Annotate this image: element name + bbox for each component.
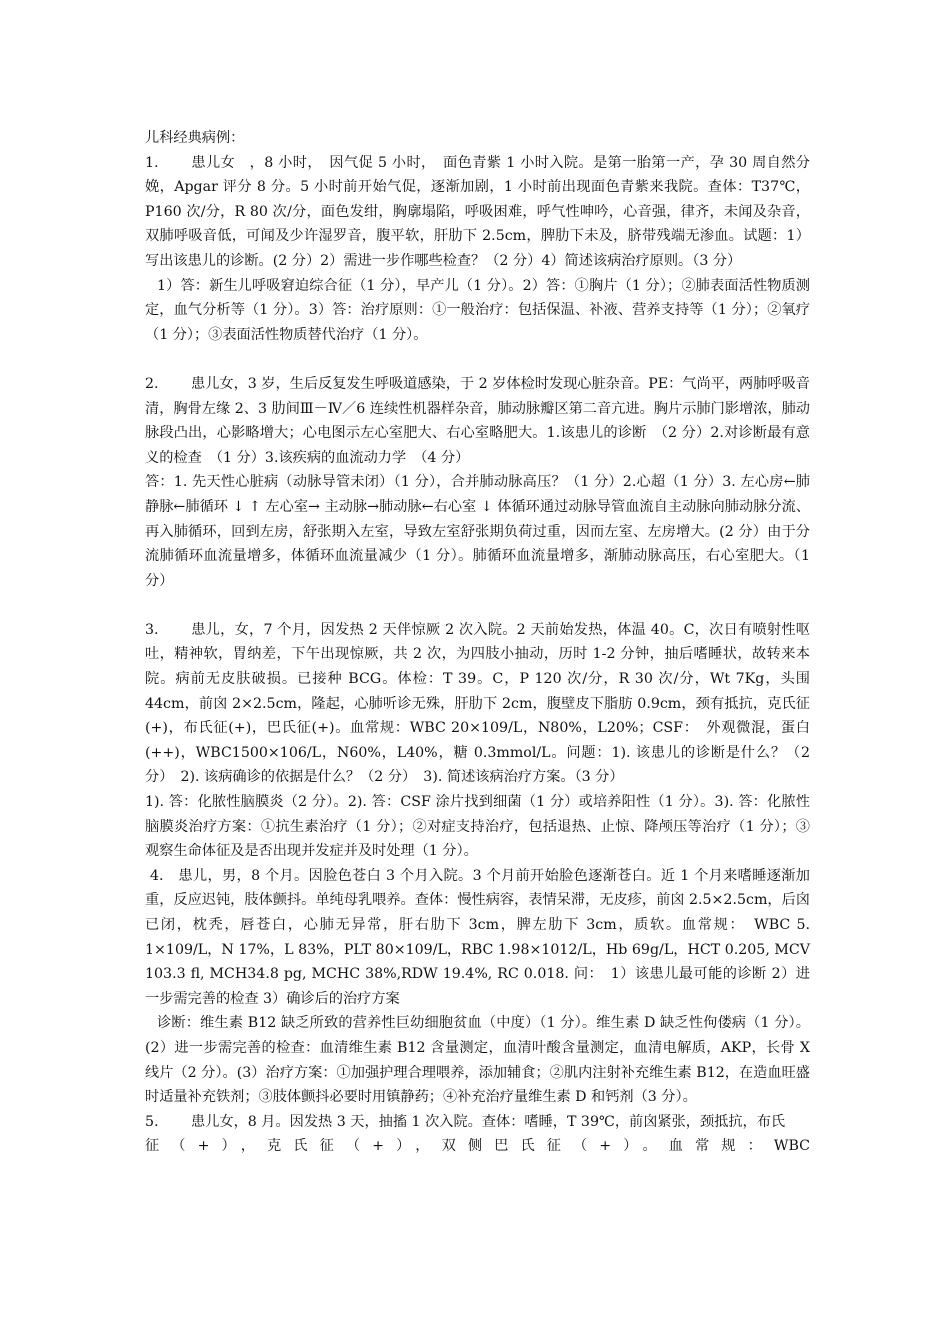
case-2-question: [145, 372, 810, 470]
case-4-question-text: 患儿，男，8 个月。因脸色苍白 3 个月入院。3 个月前开始脸色逐渐苍白。近 1 个月来嗜睡逐渐加重，反应迟钝，肢体颤抖。单纯母乳喂养。查体：慢性病容，表情呆滞，无皮疹，前囟 2.5×2.5cm，后囟已闭，枕秃，唇苍白，心肺无异常，肝右肋下 3cm，脾左肋下 3cm，质软。血常规： WBC 5. 1×109/L，N 17%，L 83%，PLT 80×109/L，RBC 1.98×1012/L，Hb 69g/L，HCT 0.205, MCV 103.3 fl, MCH34.8 pg, MCHC 38%,RDW 19.4%, RC 0.018. 问： 1）该患儿最可能的诊断 2）进一步需完善的检查 3）确诊后的治疗方案: [145, 867, 810, 1007]
paragraph-spacer: [145, 593, 810, 618]
case-3-number: 3.: [145, 621, 159, 638]
case-1-question-text: 患儿女 ，8 小时， 因气促 5 小时， 面色青紫 1 小时入院。是第一胎第一产，孕 30 周自然分娩，Apgar 评分 8 分。5 小时前开始气促，逐渐加剧，1 小时前出现面色青紫来我院。查体：T37℃，P160 次/分，R 80 次/分，面色发绀，胸廓塌陷，呼吸困难，呼气性呻吟，心音强，律齐，未闻及杂音，双肺呼吸音低，可闻及少许湿罗音，腹平软，肝肋下 2.5cm，脾肋下未及，脐带残端无渗血。试题：1）写出该患儿的诊断。(2 分）2）需进一步作哪些检查？（2 分）4）简述该病治疗原则。（3 分）: [145, 154, 810, 269]
case-3-answer: 1). 答：化脓性脑膜炎（2 分）。2). 答：CSF 涂片找到细菌（1 分）或培养阳性（1 分）。3). 答：化脓性脑膜炎治疗方案：①抗生素治疗（1 分）；②对症支持治疗，包括退热、止惊、降颅压等治疗（1 分）；③观察生命体征及是否出现并发症并及时处理（1 分）。: [145, 794, 810, 860]
case-2-question-text: 患儿女，3 岁，生后反复发生呼吸道感染，于 2 岁体检时发现心脏杂音。PE：气尚平，两肺呼吸音清，胸骨左缘 2、3 肋间Ⅲ－Ⅳ／6 连续性机器样杂音，肺动脉瓣区第二音亢进。胸片示肺门影增浓，肺动脉段凸出，心影略增大；心电图示左心室肥大、右心室略肥大。1.该患儿的诊断 （2 分）2.对诊断最有意义的检查 （1 分）3.该疾病的血流动力学 （4 分）: [145, 375, 810, 466]
case-3-question-text: 患儿，女，7 个月，因发热 2 天伴惊厥 2 次入院。2 天前始发热，体温 40。C，次日有喷射性呕吐，精神软，胃纳差，下午出现惊厥，共 2 次，为四肢小抽动，历时 1-2 分钟，抽后嗜睡状，故转来本院。病前无皮肤破损。已接种 BCG。体检：T 39。C，P 120 次/分，R 30 次/分，Wt 7Kg，头围 44cm，前囟 2×2.5cm，隆起，心肺听诊无殊，肝肋下 2cm，腹壁皮下脂肪 0.9cm，颈有抵抗，克氏征(+)，布氏征(+)，巴氏征(+)。血常规：WBC 20×109/L，N80%，L20%；CSF： 外观微混，蛋白(++)，WBC1500×106/L，N60%，L40%，糖 0.3mmol/L。问题：1). 该患儿的诊断是什么？（2 分） 2). 该病确诊的依据是什么？（2 分） 3). 简述该病治疗方案。（3 分）: [145, 621, 810, 786]
case-4-answer: 诊断：维生素 B12 缺乏所致的营养性巨幼细胞贫血（中度）（1 分）。维生素 D 缺乏性佝偻病（1 分）。(2）进一步需完善的检查：血清维生素 B12 含量测定，血清叶酸含量测定，血清电解质，AKP，长骨 X 线片（2 分）。(3）治疗方案：①加强护理合理喂养，添加辅食；②肌内注射补充维生素 B12，在造血旺盛时适量补充铁剂；③肢体颤抖必要时用镇静药；④补充治疗量维生素 D 和钙剂（3 分）。: [145, 1015, 810, 1106]
paragraph-spacer: [145, 347, 810, 372]
case-1-question: [145, 151, 810, 274]
case-4-number: 4.: [150, 867, 164, 884]
case-1-number: 1.: [145, 154, 159, 171]
case-5-question-line-2: 征（+），克氏征（+），双侧巴氏征（+）。血常规：WBC: [145, 1138, 810, 1155]
case-2-answer: 答：1. 先天性心脏病（动脉导管未闭）（1 分），合并肺动脉高压？（1 分）2.心超（1 分）3. 左心房←肺静脉←肺循环 ↓ ↑ 左心室→ 主动脉→肺动脉←右心室 ↓ 体循环通过动脉导管血流自主动脉向肺动脉分流、再入肺循环，回到左房，舒张期入左室，导致左室舒张期负荷过重，因而左室、左房增大。(2 分）由于分流肺循环血流量增多，体循环血流量减少（1 分）。肺循环血流量增多，渐肺动脉高压，右心室肥大。（1 分）: [145, 474, 810, 589]
document-title: 儿科经典病例：: [145, 130, 245, 146]
case-5-question-line-1: 患儿女，8 月。因发热 3 天，抽搐 1 次入院。查体：嗜睡，T 39℃，前囟紧张，颈抵抗，布氏: [191, 1113, 786, 1130]
case-3-question: [145, 618, 810, 790]
case-2-number: 2.: [145, 375, 159, 392]
case-5-number: 5.: [145, 1113, 159, 1130]
case-1-answer: 1）答：新生儿呼吸窘迫综合征（1 分），早产儿（1 分）。2）答：①胸片（1 分）；②肺表面活性物质测定，血气分析等（1 分）。3）答：治疗原则：①一般治疗：包括保温、补液、营养支持等（1 分）；②氧疗（1 分）；③表面活性物质替代治疗（1 分）。: [145, 277, 810, 343]
case-4-question: [145, 864, 810, 1012]
case-5-question: [145, 1110, 810, 1135]
document-page: [145, 126, 810, 1159]
